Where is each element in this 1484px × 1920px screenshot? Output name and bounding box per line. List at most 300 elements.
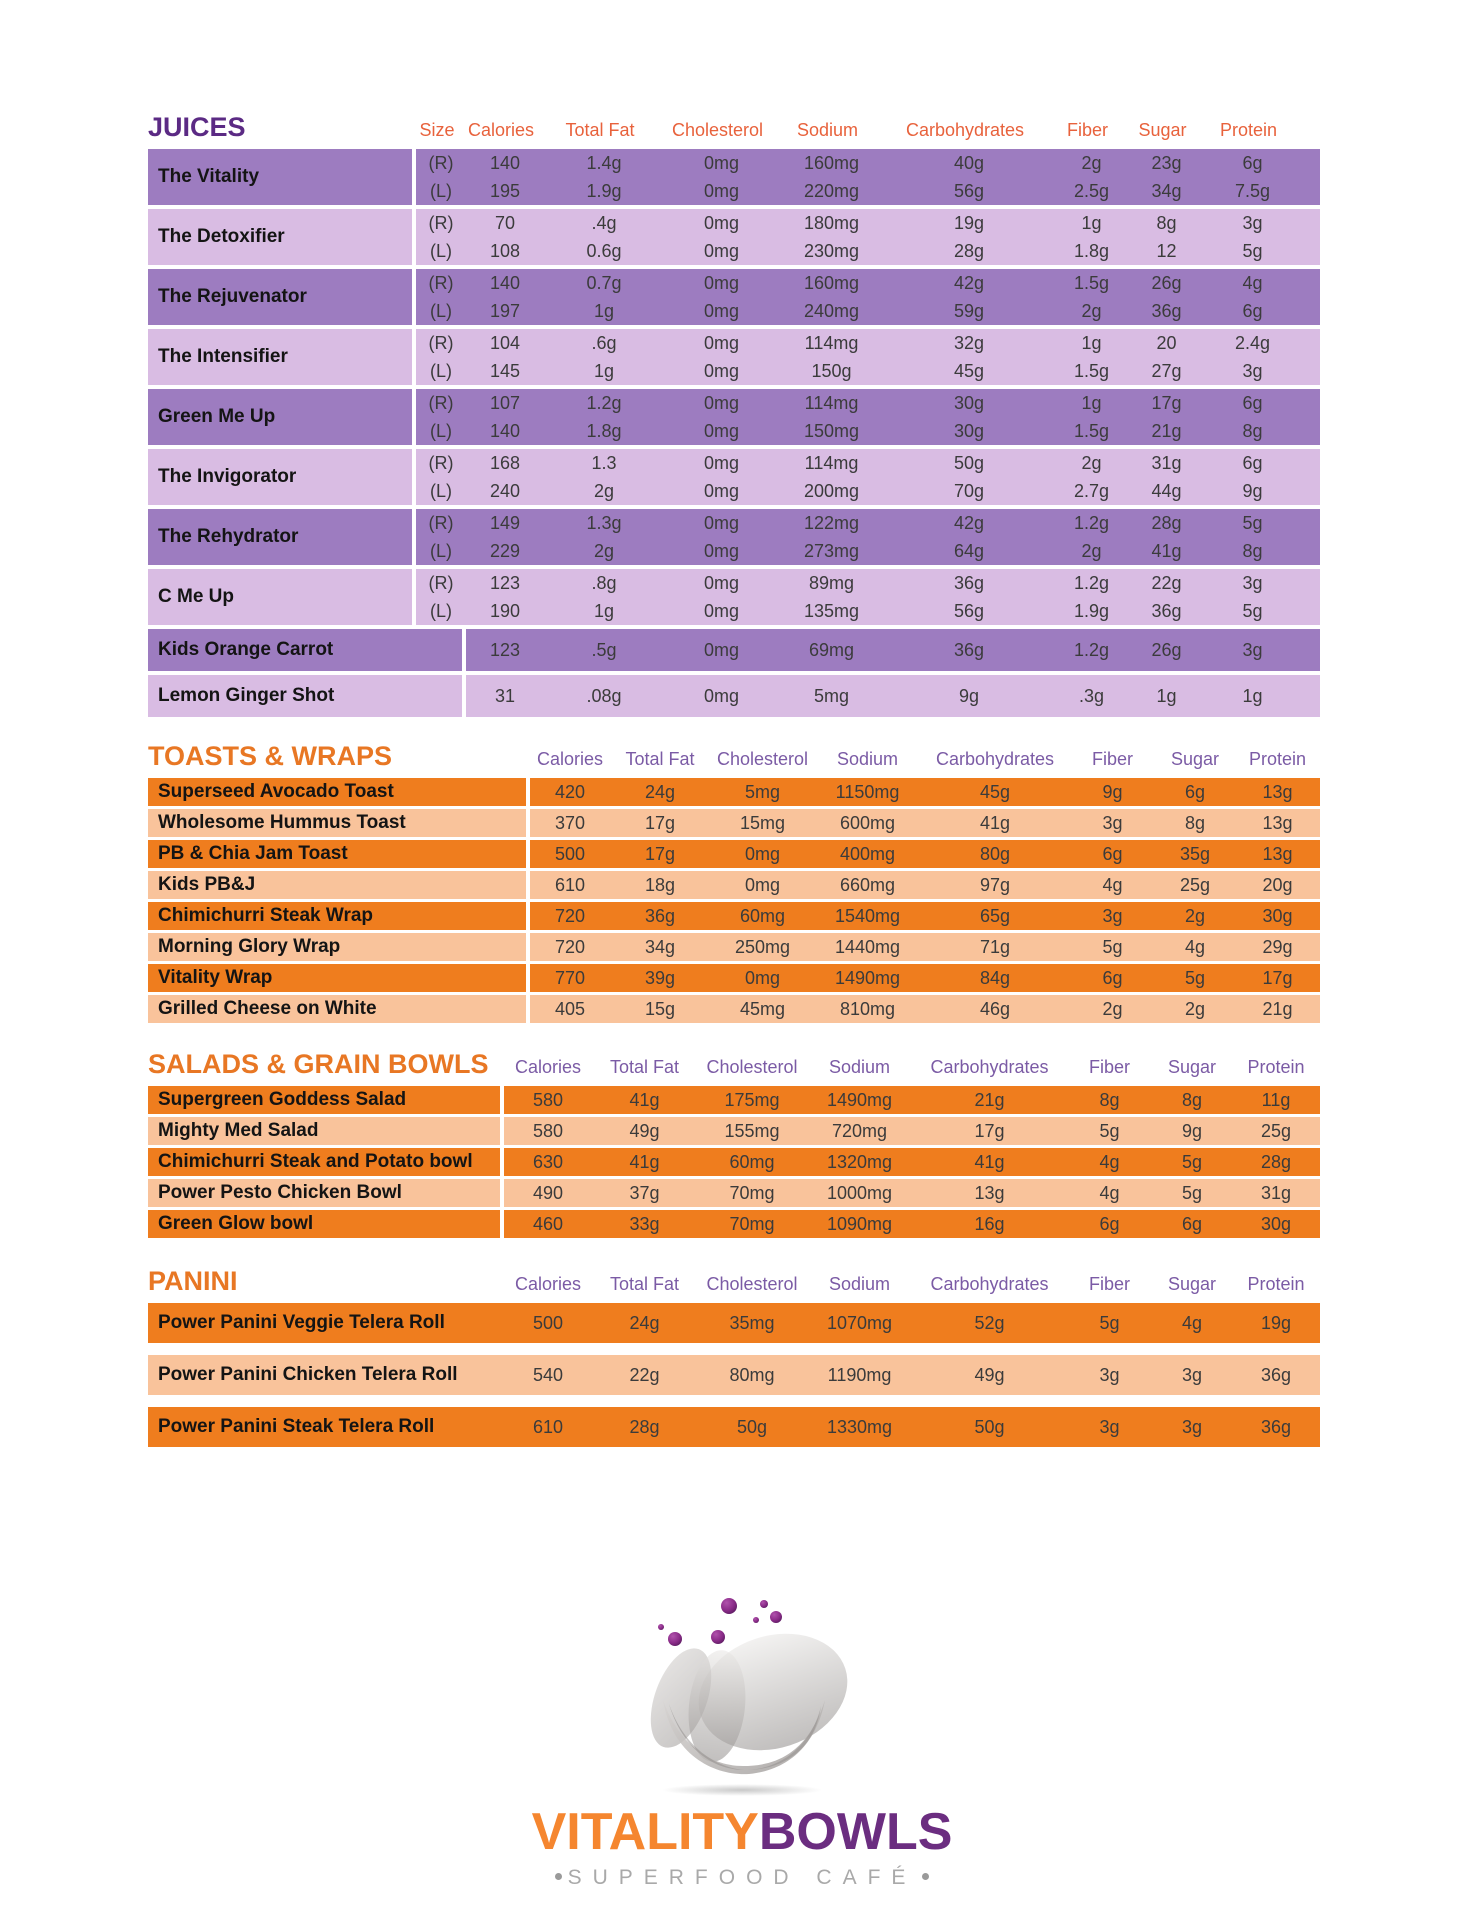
row-values — [504, 1148, 1320, 1176]
nutrition-value: 71g — [979, 936, 1011, 957]
nutrition-value: 18g — [644, 874, 676, 895]
nutrition-value: 0mg — [703, 360, 739, 381]
section-title: PANINI — [148, 1266, 238, 1296]
column-header: Carbohydrates — [930, 1274, 1049, 1294]
column-header: Total Fat — [609, 1274, 680, 1294]
nutrition-value: 160mg — [803, 152, 860, 173]
nutrition-value: 140 — [489, 272, 521, 293]
item-name: Power Panini Veggie Telera Roll — [158, 1312, 445, 1333]
nutrition-value: 36g — [953, 572, 985, 593]
column-header: Sodium — [796, 120, 859, 140]
nutrition-value: 0mg — [703, 332, 739, 353]
nutrition-value: 240 — [489, 480, 521, 501]
size-line — [416, 269, 1301, 297]
nutrition-value: 31 — [494, 685, 516, 706]
nutrition-value: 500 — [554, 843, 586, 864]
nutrition-value: 1.2g — [1073, 512, 1110, 533]
nutrition-value: 6g — [1099, 1213, 1120, 1234]
row-values — [504, 1117, 1320, 1145]
nutrition-value: 4g — [1181, 1312, 1203, 1333]
nutrition-value: 1090mg — [826, 1213, 893, 1234]
nutrition-value: 3g — [1181, 1364, 1203, 1385]
table-row — [148, 209, 1320, 265]
nutrition-value: 155mg — [724, 1120, 780, 1141]
item-name: Lemon Ginger Shot — [148, 675, 466, 717]
column-header: Fiber — [1066, 120, 1108, 140]
nutrition-value: 0mg — [703, 540, 739, 561]
column-header: Total Fat — [609, 1057, 680, 1077]
nutrition-value: 41g — [979, 812, 1011, 833]
nutrition-value: 660mg — [839, 874, 896, 895]
size-line — [416, 357, 1301, 385]
nutrition-value: 0mg — [703, 480, 739, 501]
size-value: (R) — [428, 212, 454, 233]
table-row — [148, 269, 1320, 325]
item-name: Superseed Avocado Toast — [148, 778, 530, 806]
nutrition-value: 4g — [1242, 272, 1263, 293]
nutrition-value: 41g — [629, 1089, 660, 1110]
table-row — [148, 871, 1320, 899]
column-header: Calories — [536, 749, 604, 769]
nutrition-value: .4g — [591, 212, 617, 233]
nutrition-value: 420 — [554, 781, 586, 802]
size-line — [416, 209, 1301, 237]
nutrition-value: 2g — [1081, 452, 1102, 473]
item-name: The Invigorator — [148, 449, 416, 505]
nutrition-value: 180mg — [803, 212, 860, 233]
size-line — [416, 537, 1301, 565]
nutrition-value: 610 — [554, 874, 586, 895]
nutrition-value: 3g — [1181, 1416, 1203, 1437]
column-header: Cholesterol — [671, 120, 764, 140]
item-name: Chimichurri Steak and Potato bowl — [148, 1148, 504, 1176]
nutrition-value: 37g — [629, 1182, 660, 1203]
row-values — [530, 902, 1320, 930]
nutrition-value: 1.4g — [586, 152, 622, 173]
nutrition-tables — [148, 112, 1320, 1459]
nutrition-value: 16g — [974, 1213, 1005, 1234]
nutrition-value: 5mg — [813, 685, 849, 706]
nutrition-value: 370 — [554, 812, 586, 833]
table-row — [148, 1210, 1320, 1238]
nutrition-value: 610 — [532, 1416, 564, 1437]
table-row — [148, 933, 1320, 961]
size-line — [416, 509, 1301, 537]
table-row — [148, 569, 1320, 625]
nutrition-value: 50g — [953, 452, 985, 473]
nutrition-value: 3g — [1102, 905, 1123, 926]
nutrition-value: 36g — [1151, 600, 1182, 621]
row-lines — [416, 389, 1301, 445]
nutrition-value: 1.5g — [1073, 272, 1110, 293]
nutrition-value: 7.5g — [1234, 180, 1271, 201]
nutrition-value: 60mg — [729, 1151, 775, 1172]
nutrition-value: 56g — [953, 180, 985, 201]
table-row — [148, 1407, 1320, 1447]
row-values — [504, 1355, 1320, 1395]
nutrition-value: 490 — [532, 1182, 564, 1203]
size-value: (R) — [428, 332, 454, 353]
row-values — [504, 1086, 1320, 1114]
nutrition-value: 32g — [953, 332, 985, 353]
item-name: The Rehydrator — [148, 509, 416, 565]
nutrition-value: 630 — [532, 1151, 564, 1172]
nutrition-value: 35mg — [729, 1312, 775, 1333]
nutrition-value: 15mg — [739, 812, 786, 833]
nutrition-value: 0mg — [703, 392, 739, 413]
table-row — [148, 809, 1320, 837]
item-name: PB & Chia Jam Toast — [148, 840, 530, 868]
table-row — [148, 1355, 1320, 1395]
nutrition-value: 70g — [953, 480, 985, 501]
nutrition-value: 2g — [593, 480, 615, 501]
nutrition-value: 27g — [1151, 360, 1182, 381]
nutrition-value: 123 — [489, 639, 521, 660]
column-header: Carbohydrates — [905, 120, 1025, 140]
table-row — [148, 329, 1320, 385]
nutrition-value: 23g — [1151, 152, 1182, 173]
nutrition-value: 1.8g — [1073, 240, 1110, 261]
nutrition-value: 6g — [1102, 967, 1123, 988]
nutrition-value: 80g — [979, 843, 1011, 864]
nutrition-value: 64g — [953, 540, 985, 561]
nutrition-value: 1g — [593, 300, 615, 321]
size-value: (L) — [430, 360, 452, 381]
brand-vitality: VITALITY — [531, 1803, 759, 1861]
nutrition-value: 1.2g — [586, 392, 622, 413]
nutrition-value: 580 — [532, 1089, 564, 1110]
nutrition-value: 59g — [953, 300, 985, 321]
nutrition-value: 17g — [974, 1120, 1005, 1141]
item-name: Grilled Cheese on White — [148, 995, 530, 1023]
nutrition-value: 1490mg — [826, 1089, 893, 1110]
column-header: Protein — [1219, 120, 1278, 140]
nutrition-value: 0.7g — [586, 272, 622, 293]
nutrition-value: 0mg — [703, 300, 739, 321]
section-title: TOASTS & WRAPS — [148, 741, 393, 771]
table-row — [148, 840, 1320, 868]
nutrition-value: 56g — [953, 600, 985, 621]
nutrition-value: 17g — [1151, 392, 1182, 413]
nutrition-value: .08g — [586, 685, 622, 706]
table-row — [148, 509, 1320, 565]
size-line — [416, 149, 1301, 177]
size-value: (L) — [430, 180, 452, 201]
nutrition-value: 49g — [974, 1364, 1005, 1385]
nutrition-value: 2g — [593, 540, 615, 561]
nutrition-value: 17g — [644, 843, 676, 864]
nutrition-value: 1g — [1081, 392, 1102, 413]
nutrition-value: 0mg — [744, 843, 780, 864]
toasts-header-row — [148, 741, 1320, 778]
nutrition-value: 22g — [629, 1364, 660, 1385]
nutrition-value: 70 — [494, 212, 516, 233]
row-values — [530, 871, 1320, 899]
nutrition-value: 13g — [1262, 781, 1293, 802]
nutrition-value: 405 — [554, 998, 586, 1019]
column-header: Calories — [514, 1274, 582, 1294]
tagline-dot-left — [555, 1873, 562, 1880]
column-header: Sodium — [828, 1057, 891, 1077]
table-row — [148, 995, 1320, 1023]
item-name: Power Pesto Chicken Bowl — [148, 1179, 504, 1207]
nutrition-value: .8g — [591, 572, 617, 593]
row-values — [504, 1210, 1320, 1238]
nutrition-value: 41g — [974, 1151, 1005, 1172]
item-name: The Rejuvenator — [148, 269, 416, 325]
item-name: Kids PB&J — [148, 871, 530, 899]
nutrition-value: 0mg — [703, 512, 739, 533]
nutrition-value: 1330mg — [826, 1416, 893, 1437]
nutrition-value: 0mg — [703, 572, 739, 593]
row-lines — [416, 329, 1301, 385]
table-row — [148, 629, 1320, 671]
nutrition-value: 22g — [1151, 572, 1182, 593]
table-row — [148, 778, 1320, 806]
nutrition-value: 80mg — [729, 1364, 775, 1385]
nutrition-value: 34g — [644, 936, 676, 957]
nutrition-value: 140 — [489, 420, 521, 441]
nutrition-value: 197 — [489, 300, 521, 321]
nutrition-value: 41g — [1151, 540, 1182, 561]
nutrition-value: 36g — [1260, 1416, 1292, 1437]
item-name: Green Glow bowl — [148, 1210, 504, 1238]
nutrition-value: 8g — [1242, 540, 1263, 561]
nutrition-value: 44g — [1151, 480, 1182, 501]
nutrition-value: 250mg — [734, 936, 791, 957]
nutrition-value: 1g — [1156, 685, 1177, 706]
nutrition-value: 2.4g — [1234, 332, 1271, 353]
table-row — [148, 1086, 1320, 1114]
nutrition-value: 0mg — [703, 272, 739, 293]
table-row — [148, 1148, 1320, 1176]
nutrition-value: 1g — [1081, 212, 1102, 233]
nutrition-value: 31g — [1151, 452, 1182, 473]
item-name: Kids Orange Carrot — [148, 629, 466, 671]
nutrition-value: 5g — [1102, 936, 1123, 957]
nutrition-value: 195 — [489, 180, 521, 201]
nutrition-value: 1g — [593, 600, 615, 621]
section-title: JUICES — [148, 112, 246, 142]
nutrition-value: 5g — [1181, 1151, 1203, 1172]
row-values — [530, 964, 1320, 992]
table-row — [148, 1117, 1320, 1145]
nutrition-value: 770 — [554, 967, 586, 988]
nutrition-value: 1.3 — [591, 452, 617, 473]
nutrition-value: 21g — [1262, 998, 1293, 1019]
nutrition-value: 150mg — [803, 420, 860, 441]
brand-wordmark — [0, 1802, 1484, 1862]
column-header: Sodium — [828, 1274, 891, 1294]
nutrition-value: 28g — [629, 1416, 660, 1437]
nutrition-value: 3g — [1099, 1416, 1120, 1437]
nutrition-value: 1.9g — [586, 180, 622, 201]
column-header: Total Fat — [565, 120, 635, 140]
nutrition-value: 122mg — [803, 512, 860, 533]
nutrition-value: 69mg — [808, 639, 855, 660]
nutrition-value: .6g — [591, 332, 617, 353]
nutrition-value: 175mg — [724, 1089, 780, 1110]
size-line — [416, 329, 1301, 357]
nutrition-value: 460 — [532, 1213, 564, 1234]
nutrition-value: 400mg — [839, 843, 896, 864]
toasts-wraps-section — [148, 741, 1320, 1023]
nutrition-value: 40g — [953, 152, 985, 173]
nutrition-value: 1.5g — [1073, 420, 1110, 441]
nutrition-value: 0mg — [703, 685, 739, 706]
table-row — [148, 1179, 1320, 1207]
nutrition-value: 70mg — [729, 1213, 775, 1234]
nutrition-value: 25g — [1260, 1120, 1292, 1141]
column-header: Sugar — [1170, 749, 1220, 769]
nutrition-value: 89mg — [808, 572, 855, 593]
nutrition-value: 1.9g — [1073, 600, 1110, 621]
nutrition-value: 8g — [1181, 1089, 1203, 1110]
nutrition-value: 42g — [953, 512, 985, 533]
size-value: (R) — [428, 392, 454, 413]
nutrition-value: 0mg — [703, 212, 739, 233]
juices-section — [148, 112, 1320, 717]
item-name: The Vitality — [148, 149, 416, 205]
nutrition-value: 229 — [489, 540, 521, 561]
row-values — [530, 995, 1320, 1023]
nutrition-value: 8g — [1156, 212, 1177, 233]
nutrition-value: 34g — [1151, 180, 1182, 201]
nutrition-value: 5g — [1099, 1312, 1120, 1333]
nutrition-value: 600mg — [839, 812, 896, 833]
row-values — [530, 778, 1320, 806]
nutrition-value: 720mg — [831, 1120, 888, 1141]
table-row — [148, 449, 1320, 505]
nutrition-value: 25g — [1179, 874, 1211, 895]
nutrition-value: 145 — [489, 360, 521, 381]
nutrition-value: 12 — [1156, 240, 1177, 261]
column-header: Cholesterol — [706, 1274, 798, 1294]
nutrition-value: 149 — [489, 512, 521, 533]
nutrition-value: 6g — [1242, 452, 1263, 473]
nutrition-value: 4g — [1099, 1151, 1120, 1172]
nutrition-value: 3g — [1102, 812, 1123, 833]
column-header: Cholesterol — [716, 749, 809, 769]
salads-header-row — [148, 1049, 1320, 1086]
nutrition-value: 13g — [1262, 843, 1293, 864]
size-line — [416, 569, 1301, 597]
nutrition-value: 3g — [1242, 212, 1263, 233]
nutrition-value: 4g — [1099, 1182, 1120, 1203]
nutrition-value: 49g — [629, 1120, 660, 1141]
item-name: Wholesome Hummus Toast — [148, 809, 530, 837]
nutrition-value: 46g — [979, 998, 1011, 1019]
nutrition-value: 1320mg — [826, 1151, 893, 1172]
row-lines — [416, 509, 1301, 565]
size-value: (R) — [428, 452, 454, 473]
nutrition-value: 108 — [489, 240, 521, 261]
nutrition-value: 6g — [1242, 152, 1263, 173]
row-lines — [416, 569, 1301, 625]
size-value: (R) — [428, 272, 454, 293]
nutrition-value: 1.2g — [1073, 572, 1110, 593]
column-header: Fiber — [1091, 749, 1133, 769]
nutrition-value: 107 — [489, 392, 521, 413]
tagline-dot-right — [922, 1873, 929, 1880]
item-name: Supergreen Goddess Salad — [148, 1086, 504, 1114]
nutrition-value: 200mg — [803, 480, 860, 501]
nutrition-value: 0mg — [744, 874, 780, 895]
column-header: Cholesterol — [706, 1057, 798, 1077]
nutrition-value: 6g — [1242, 392, 1263, 413]
size-value: (L) — [430, 480, 452, 501]
table-row — [148, 964, 1320, 992]
size-line — [416, 237, 1301, 265]
nutrition-value: 190 — [489, 600, 521, 621]
nutrition-value: .3g — [1078, 685, 1105, 706]
nutrition-value: 6g — [1184, 781, 1206, 802]
column-header: Size — [419, 120, 455, 140]
nutrition-value: 1190mg — [827, 1364, 892, 1385]
item-name: The Detoxifier — [148, 209, 416, 265]
nutrition-value: 2g — [1184, 905, 1206, 926]
nutrition-value: 1g — [1081, 332, 1102, 353]
size-value: (L) — [430, 540, 452, 561]
nutrition-value: 540 — [532, 1364, 564, 1385]
column-header: Sugar — [1138, 120, 1187, 140]
nutrition-value: 36g — [953, 639, 985, 660]
column-header: Protein — [1248, 749, 1307, 769]
item-name: The Intensifier — [148, 329, 416, 385]
item-name: C Me Up — [148, 569, 416, 625]
nutrition-value: 39g — [644, 967, 676, 988]
size-value: (R) — [428, 572, 454, 593]
column-header: Total Fat — [625, 749, 695, 769]
nutrition-value: 8g — [1184, 812, 1206, 833]
nutrition-value: 9g — [958, 685, 980, 706]
item-name: Power Panini Steak Telera Roll — [158, 1416, 435, 1437]
nutrition-value: 0mg — [703, 240, 739, 261]
nutrition-value: 220mg — [803, 180, 860, 201]
size-line — [416, 297, 1301, 325]
column-header: Calories — [467, 120, 535, 140]
nutrition-value: 1000mg — [826, 1182, 893, 1203]
panini-section — [148, 1266, 1320, 1447]
nutrition-value: 50g — [736, 1416, 768, 1437]
tagline-text: SUPERFOOD CAFÉ — [567, 1866, 917, 1889]
nutrition-value: 140 — [489, 152, 521, 173]
nutrition-value: 0mg — [703, 180, 739, 201]
nutrition-value: 2g — [1081, 540, 1102, 561]
nutrition-value: 0mg — [703, 639, 739, 660]
juices-header-row — [148, 112, 1297, 149]
nutrition-value: 3g — [1242, 360, 1263, 381]
nutrition-value: 20g — [1262, 874, 1293, 895]
nutrition-value: 24g — [644, 781, 676, 802]
table-row — [148, 389, 1320, 445]
row-lines — [416, 449, 1301, 505]
nutrition-value: 5g — [1242, 512, 1263, 533]
nutrition-value: 6g — [1102, 843, 1123, 864]
nutrition-value: 19g — [1260, 1312, 1292, 1333]
nutrition-value: 50g — [974, 1416, 1005, 1437]
nutrition-value: 0.6g — [586, 240, 622, 261]
nutrition-value: 17g — [644, 812, 676, 833]
nutrition-value: 1150mg — [835, 781, 900, 802]
row-values — [466, 629, 1301, 671]
nutrition-value: 2g — [1081, 300, 1102, 321]
size-value: (L) — [430, 300, 452, 321]
nutrition-value: 11g — [1261, 1089, 1291, 1110]
nutrition-value: 21g — [1151, 420, 1182, 441]
panini-header-row — [148, 1266, 1320, 1303]
section-title: SALADS & GRAIN BOWLS — [148, 1049, 489, 1079]
